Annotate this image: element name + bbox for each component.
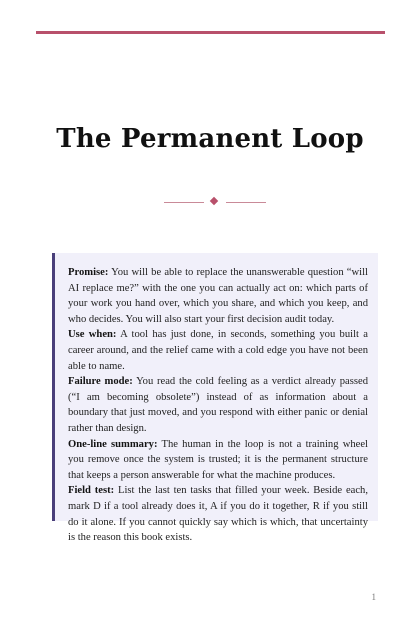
title-ornament [0, 196, 420, 208]
failure-mode-text: You read the cold feeling as a verdict already passed (“I am becoming obsolete”) instead of as information about a boundary that just moved, and you respond with either panic or denial rather than design. [68, 376, 368, 434]
summary-paragraph [68, 437, 368, 484]
page-title: The Permanent Loop [56, 124, 364, 154]
use-when-paragraph [68, 327, 368, 374]
top-rule [36, 31, 385, 34]
failure-mode-label: Failure mode: [68, 376, 133, 388]
field-test-paragraph [68, 483, 368, 545]
promise-text: You will be able to replace the unanswerable question “will AI replace me?” with the one you can actually act on: which parts of your work you hand over, which you share, and which you keep, and who decides. You will also start your first decision audit today. [68, 267, 368, 325]
use-when-text: A tool has just done, in seconds, something you built a career around, and the relief came with a cold edge you have not been able to name. [68, 329, 368, 372]
failure-mode-paragraph [68, 374, 368, 436]
diamond-icon [210, 197, 218, 205]
page-number: 1 [371, 592, 376, 602]
field-test-label: Field test: [68, 485, 115, 497]
ornament-line-left [164, 202, 204, 203]
field-test-text: List the last ten tasks that filled your week. Beside each, mark D if a tool already does it, A if you do it together, R if you still do it alone. If you cannot quickly say which is which, that uncertainty is the reason this book exists. [68, 485, 368, 544]
summary-label: One-line summary: [68, 438, 158, 450]
use-when-label: Use when: [68, 329, 117, 341]
promise-paragraph [68, 265, 368, 327]
chapter-summary-box [52, 253, 378, 544]
ornament-line-right [226, 202, 266, 203]
summary-text: The human in the loop is not a training wheel you remove once the system is trusted; it is the permanent structure that keeps a person answerable for what the machine produces. [68, 438, 368, 481]
promise-label: Promise: [68, 267, 109, 278]
